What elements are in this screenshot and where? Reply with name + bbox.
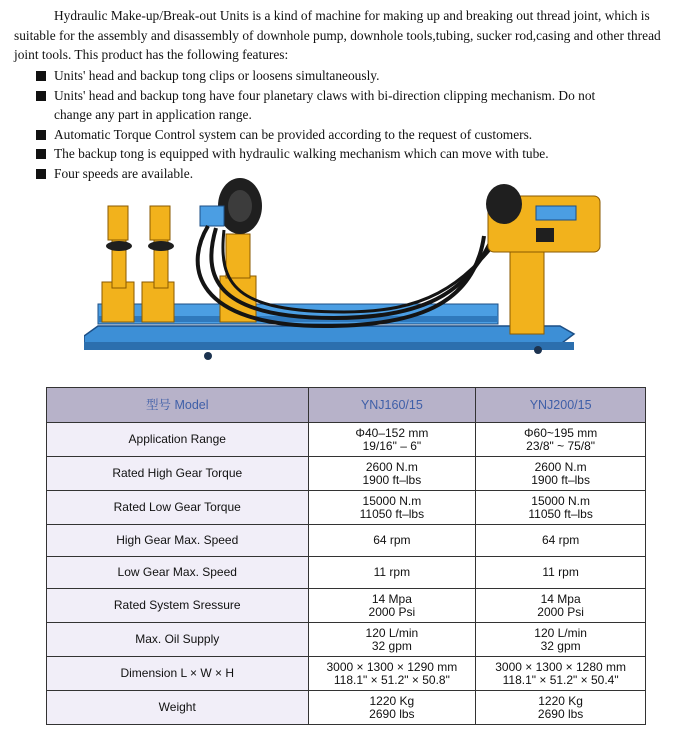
feature-item: Units' head and backup tong have four planetary claws with bi-direction clipping mechanism. Do not change any part in application range. bbox=[36, 86, 636, 125]
square-bullet-icon bbox=[36, 91, 46, 101]
backup-tong-column bbox=[226, 234, 250, 278]
table-row bbox=[47, 557, 646, 589]
intro-paragraph: Hydraulic Make-up/Break-out Units is a kind of machine for making up and breaking out thread joint, which is suitable for the assembly and disassembly of downhole pump, downhole tools,tubing, sucker rod,casing and other thread joint tools. This product has the following features: bbox=[14, 8, 661, 62]
stand-top bbox=[150, 206, 170, 240]
row-label: Low Gear Max. Speed bbox=[47, 557, 309, 589]
head-clamp bbox=[486, 184, 522, 224]
cell-a: 2600 N.m 1900 ft–lbs bbox=[308, 457, 476, 491]
cell-a: 64 rpm bbox=[308, 525, 476, 557]
table-row bbox=[47, 525, 646, 557]
table-row bbox=[47, 691, 646, 725]
machine-illustration bbox=[84, 176, 604, 372]
roller bbox=[106, 241, 132, 251]
hydraulic-hose bbox=[223, 230, 504, 312]
head-valve bbox=[536, 206, 576, 220]
feature-list bbox=[36, 66, 636, 183]
square-bullet-icon bbox=[36, 169, 46, 179]
cell-a: 120 L/min 32 gpm bbox=[308, 623, 476, 657]
header-model: 型号 Model bbox=[47, 388, 309, 423]
base-hole bbox=[204, 352, 212, 360]
row-label: Weight bbox=[47, 691, 309, 725]
feature-item: The backup tong is equipped with hydraulic walking mechanism which can move with tube. bbox=[36, 144, 636, 164]
row-label: Rated High Gear Torque bbox=[47, 457, 309, 491]
cell-b: 15000 N.m 11050 ft–lbs bbox=[476, 491, 646, 525]
feature-item: Units' head and backup tong clips or loosens simultaneously. bbox=[36, 66, 636, 86]
header-ynj160: YNJ160/15 bbox=[308, 388, 476, 423]
stand-top bbox=[108, 206, 128, 240]
cell-a: Φ40–152 mm 19/16" – 6" bbox=[308, 423, 476, 457]
table-row bbox=[47, 657, 646, 691]
tong-head-core bbox=[228, 190, 252, 222]
hydraulic-motor bbox=[200, 206, 224, 226]
cell-a: 11 rpm bbox=[308, 557, 476, 589]
table-row bbox=[47, 589, 646, 623]
square-bullet-icon bbox=[36, 130, 46, 140]
table-row bbox=[47, 623, 646, 657]
cell-b: Φ60~195 mm 23/8" ~ 75/8" bbox=[476, 423, 646, 457]
spec-table bbox=[46, 387, 646, 725]
row-label: Rated System Sressure bbox=[47, 589, 309, 623]
cell-a: 3000 × 1300 × 1290 mm 118.1" × 51.2" × 50.8" bbox=[308, 657, 476, 691]
cell-b: 3000 × 1300 × 1280 mm 118.1" × 51.2" × 50.4" bbox=[476, 657, 646, 691]
square-bullet-icon bbox=[36, 149, 46, 159]
head-column bbox=[510, 248, 544, 334]
table-row bbox=[47, 491, 646, 525]
roller bbox=[148, 241, 174, 251]
cell-b: 2600 N.m 1900 ft–lbs bbox=[476, 457, 646, 491]
feature-item: Four speeds are available. bbox=[36, 164, 636, 184]
table-row bbox=[47, 457, 646, 491]
feature-item: Automatic Torque Control system can be provided according to the request of customers. bbox=[36, 125, 636, 145]
row-label: Dimension L × W × H bbox=[47, 657, 309, 691]
cell-b: 120 L/min 32 gpm bbox=[476, 623, 646, 657]
cell-b: 64 rpm bbox=[476, 525, 646, 557]
cell-b: 11 rpm bbox=[476, 557, 646, 589]
base-bottom bbox=[84, 342, 574, 350]
cell-a: 14 Mpa 2000 Psi bbox=[308, 589, 476, 623]
cell-a: 1220 Kg 2690 lbs bbox=[308, 691, 476, 725]
head-valve-block bbox=[536, 228, 554, 242]
row-label: Max. Oil Supply bbox=[47, 623, 309, 657]
cell-b: 1220 Kg 2690 lbs bbox=[476, 691, 646, 725]
square-bullet-icon bbox=[36, 71, 46, 81]
base-hole bbox=[534, 346, 542, 354]
header-ynj200: YNJ200/15 bbox=[476, 388, 646, 423]
row-label: High Gear Max. Speed bbox=[47, 525, 309, 557]
table-header-row bbox=[47, 388, 646, 423]
row-label: Rated Low Gear Torque bbox=[47, 491, 309, 525]
table-row bbox=[47, 423, 646, 457]
cell-b: 14 Mpa 2000 Psi bbox=[476, 589, 646, 623]
row-label: Application Range bbox=[47, 423, 309, 457]
cell-a: 15000 N.m 11050 ft–lbs bbox=[308, 491, 476, 525]
